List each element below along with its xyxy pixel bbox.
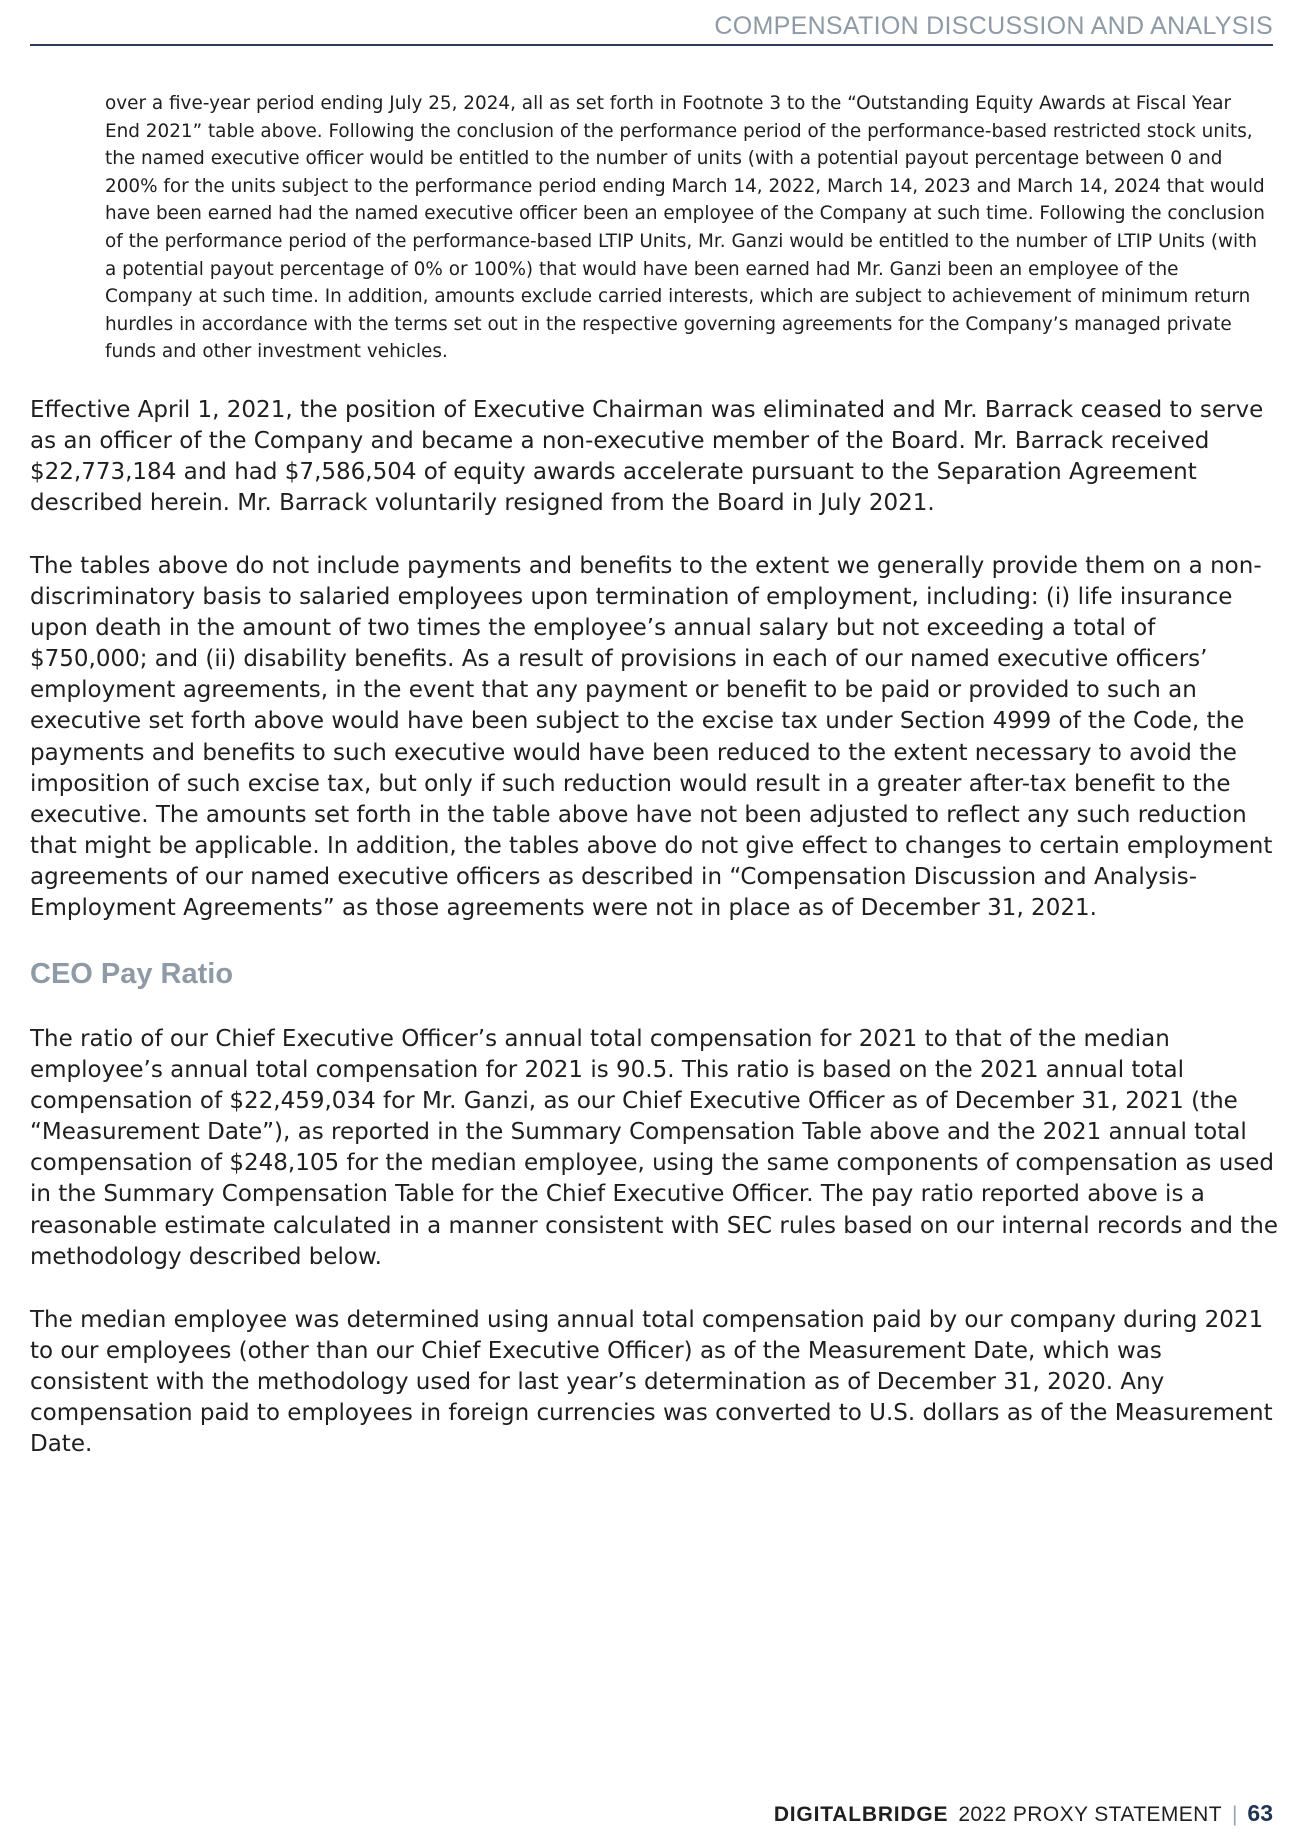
footer-brand: DIGITALBRIDGE xyxy=(773,1803,949,1826)
paragraph-excluded-benefits: The tables above do not include payments and benefits to the extent we generally provide them on a non-discriminatory basis to salaried employees upon termination of employment, including: (i) life insurance upon death in the amount of two times the employee’s annual salary but not exceeding a total of $750,000; and (ii) disability benefits. As a result of provisions in each of our named executive officers’ employment agreements, in the event that any payment or benefit to be paid or provided to such an executive set forth above would have been subject to the excise tax under Section 4999 of the Code, the payments and benefits to such executive would have been reduced to the extent necessary to avoid the imposition of such excise tax, but only if such reduction would result in a greater after-tax benefit to the executive. The amounts set forth in the table above have not been adjusted to reflect any such reduction that might be applicable. In addition, the tables above do not give effect to changes to certain employment agreements of our named executive officers as described in “Compensation Discussion and Analysis-Employment Agreements” as those agreements were not in place as of December 31, 2021. xyxy=(30,553,1273,922)
paragraph-pay-ratio: The ratio of our Chief Executive Officer’s annual total compensation for 2021 to that of the median employee’s annual total compensation for 2021 is 90.5. This ratio is based on the 2021 annual total compensation of $22,459,034 for Mr. Ganzi, as our Chief Executive Officer as of December 31, 2021 (the “Measurement Date”), as reported in the Summary Compensation Table above and the 2021 annual total compensation of $248,105 for the median employee, using the same components of compensation as used in the Summary Compensation Table for the Chief Executive Officer. The pay ratio reported above is a reasonable estimate calculated in a manner consistent with SEC rules based on our internal records and the methodology described below. xyxy=(30,1026,1279,1270)
page-number: 63 xyxy=(1247,1800,1273,1826)
paragraph-median-employee: The median employee was determined using annual total compensation paid by our company during 2021 to our employees (other than our Chief Executive Officer) as of the Measurement Date, which was consistent with the methodology used for last year’s determination as of December 31, 2020. Any compensation paid to employees in foreign currencies was converted to U.S. dollars as of the Measurement Date. xyxy=(30,1307,1273,1458)
ceo-pay-ratio-heading: CEO Pay Ratio xyxy=(30,958,234,990)
footer-separator: | xyxy=(1231,1803,1238,1826)
paragraph-barrack-separation: Effective April 1, 2021, the position of Executive Chairman was eliminated and Mr. Barrack ceased to serve as an officer of the Company and became a non-executive member of the Board. Mr. Barrack received $22,773,184 and had $7,586,504 of equity awards accelerate pursuant to the Separation Agreement described herein. Mr. Barrack voluntarily resigned from the Board in July 2021. xyxy=(30,397,1264,517)
section-title: COMPENSATION DISCUSSION AND ANALYSIS xyxy=(714,12,1273,40)
footer-document-title: 2022 PROXY STATEMENT xyxy=(958,1803,1222,1826)
page-header xyxy=(30,8,1273,46)
page-footer xyxy=(774,1800,1273,1827)
footnote-text: over a five-year period ending July 25, 2024, all as set forth in Footnote 3 to the “Outstanding Equity Awards at Fiscal Year End 2021” table above. Following the conclusion of the performance period of the performance-based restricted stock units, the named executive officer would be entitled to the number of units (with a potential payout percentage between 0 and 200% for the units subject to the performance period ending March 14, 2022, March 14, 2023 and March 14, 2024 that would have been earned had the named executive officer been an employee of the Company at such time. Following the conclusion of the performance period of the performance-based LTIP Units, Mr. Ganzi would be entitled to the number of LTIP Units (with a potential payout percentage of 0% or 100%) that would have been earned had Mr. Ganzi been an employee of the Company at such time. In addition, amounts exclude carried interests, which are subject to achievement of minimum return hurdles in accordance with the terms set out in the respective governing agreements for the Company’s managed private funds and other investment vehicles. xyxy=(105,93,1265,363)
